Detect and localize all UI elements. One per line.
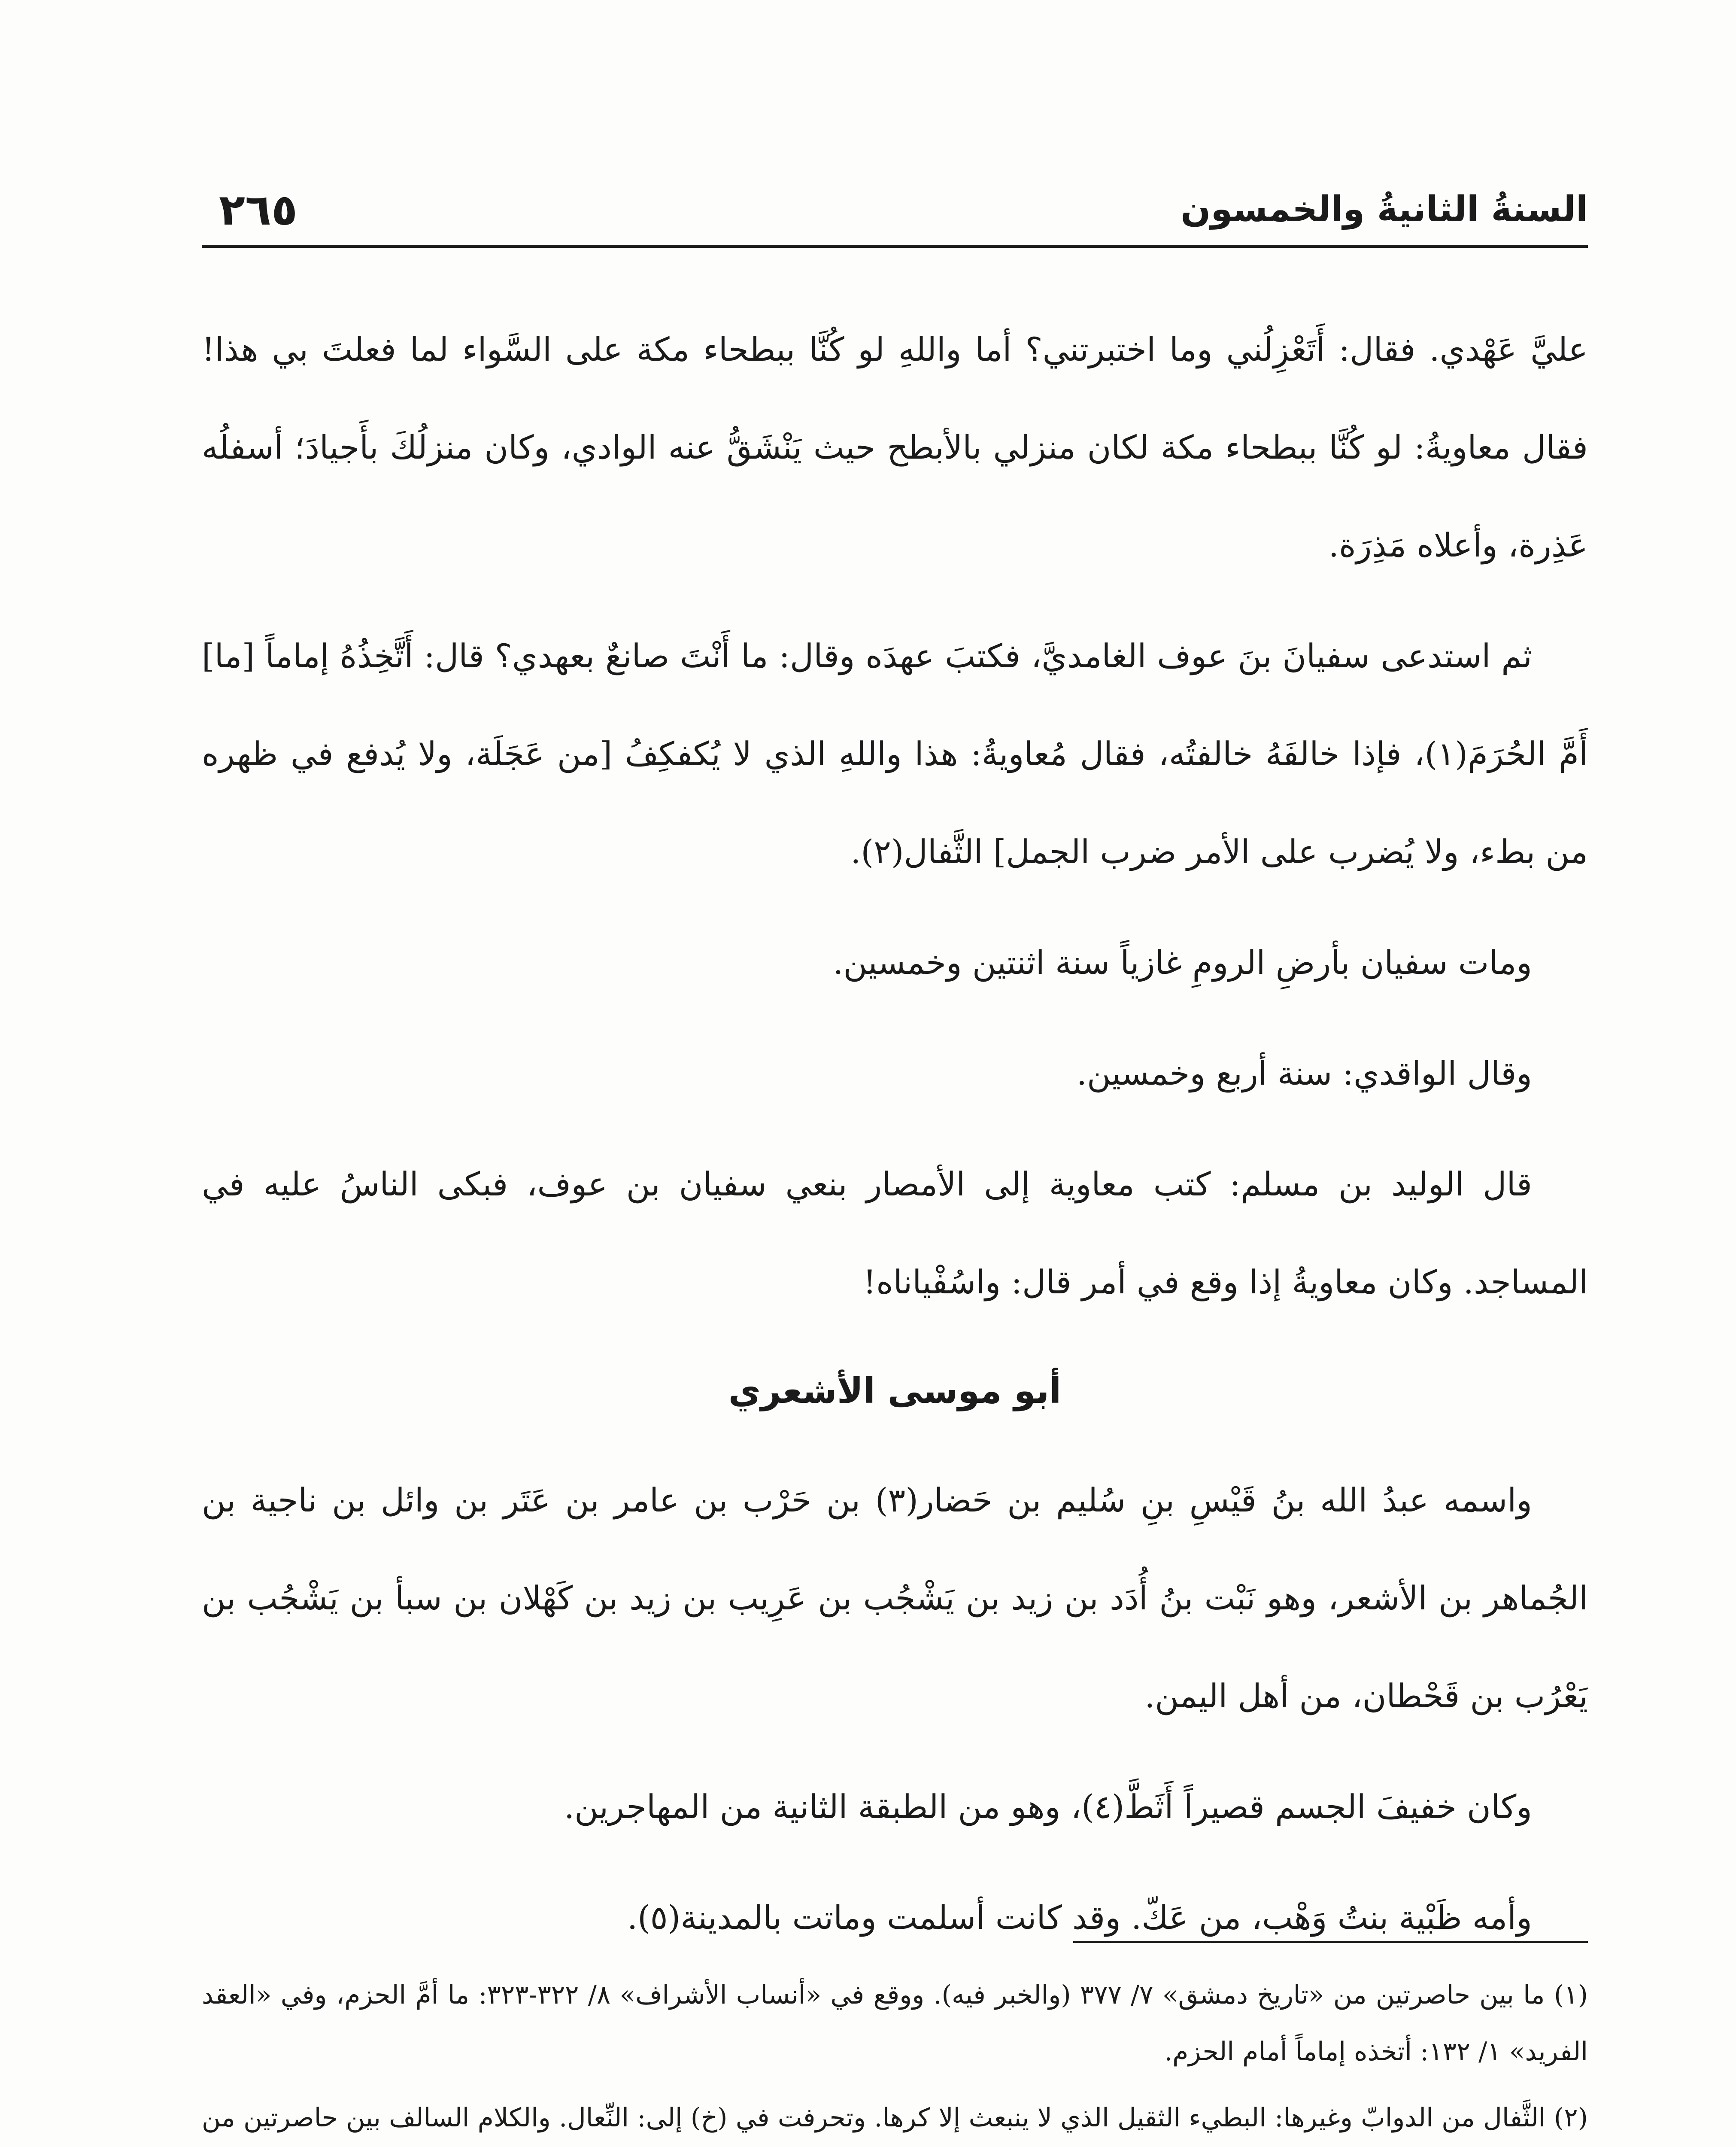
paragraph-1: عليَّ عَهْدي. فقال: أَتَعْزِلُني وما اختبرتني؟ أما واللهِ لو كُنَّا ببطحاء مكة على السَّواء لما فعلتَ بي هذا! فقال معاويةُ: لو كُنَّا ببطحاء مكة لكان منزلي بالأبطح حيث يَنْشَقُّ عنه الوادي، وكان منزلُكَ بأَجيادَ؛ أسفلُه عَذِرة، وأعلاه مَذِرَة. xyxy=(202,330,1588,564)
main-text xyxy=(202,301,1588,1980)
paragraph-2: ثم استدعى سفيانَ بنَ عوف الغامديَّ، فكتبَ عهدَه وقال: ما أَنْتَ صانعٌ بعهدي؟ قال: أَتَّخِذُهُ إماماً [ما] أَمَّ الحُرَمَ(١)، فإذا خالفَهُ خالفتُه، فقال مُعاويةُ: هذا واللهِ الذي لا يُكفكِفُ [من عَجَلَة، ولا يُدفع في ظهره من بطء، ولا يُضرب على الأمر ضرب الجمل] الثَّفال(٢). xyxy=(202,637,1588,871)
section-heading: أبو موسى الأشعري xyxy=(728,1371,1062,1411)
running-section-title: السنةُ الثانيةُ والخمسون xyxy=(1181,189,1588,230)
paragraph-5: قال الوليد بن مسلم: كتب معاوية إلى الأمصار بنعي سفيان بن عوف، فبكى الناسُ عليه في المساجد. وكان معاويةُ إذا وقع في أمر قال: واسُفْياناه! xyxy=(202,1165,1588,1301)
footnote-2: (٢) الثَّفال من الدوابّ وغيرها: البطيء الثقيل الذي لا ينبعث إلا كرها. وتحرفت في (خ) إلى: النِّعال. والكلام السالف بين حاصرتين من xyxy=(202,2103,1588,2133)
footnote-separator xyxy=(1073,1941,1588,1943)
page-number: ٢٦٥ xyxy=(219,185,298,235)
paragraph-4: وقال الواقدي: سنة أربع وخمسين. xyxy=(1076,1054,1532,1092)
footnotes xyxy=(202,1967,1588,2147)
paragraph-8: وأمه ظَبْية بنتُ وَهْب، من عَكّ. وقد كانت أسلمت وماتت بالمدينة(٥). xyxy=(627,1898,1532,1937)
footnote-1: (١) ما بين حاصرتين من «تاريخ دمشق» ٧/ ٣٧٧ (والخبر فيه). ووقع في «أنساب الأشراف» ٨/ ٣٢٢-٣٢٣: ما أمَّ الحزم، وفي «العقد الفريد» ١/ ١٣٢: أتخذه إماماً أمام الحزم. xyxy=(202,1980,1588,2067)
running-header xyxy=(202,180,1588,248)
paragraph-7: وكان خفيفَ الجسم قصيراً أَثَطَّ(٤)، وهو من الطبقة الثانية من المهاجرين. xyxy=(564,1788,1532,1826)
paragraph-6: واسمه عبدُ الله بنُ قَيْسِ بنِ سُليم بن حَضار(٣) بن حَرْب بن عامر بن عَتَر بن وائل بن ناجية بن الجُماهر بن الأشعر، وهو نَبْت بنُ أُدَد بن زيد بن يَشْجُب بن عَرِيب بن زيد بن كَهْلان بن سبأ بن يَشْجُب بن يَعْرُب بن قَحْطان، من أهل اليمن. xyxy=(202,1481,1588,1715)
paragraph-3: ومات سفيان بأرضِ الرومِ غازياً سنة اثنتين وخمسين. xyxy=(833,943,1532,982)
